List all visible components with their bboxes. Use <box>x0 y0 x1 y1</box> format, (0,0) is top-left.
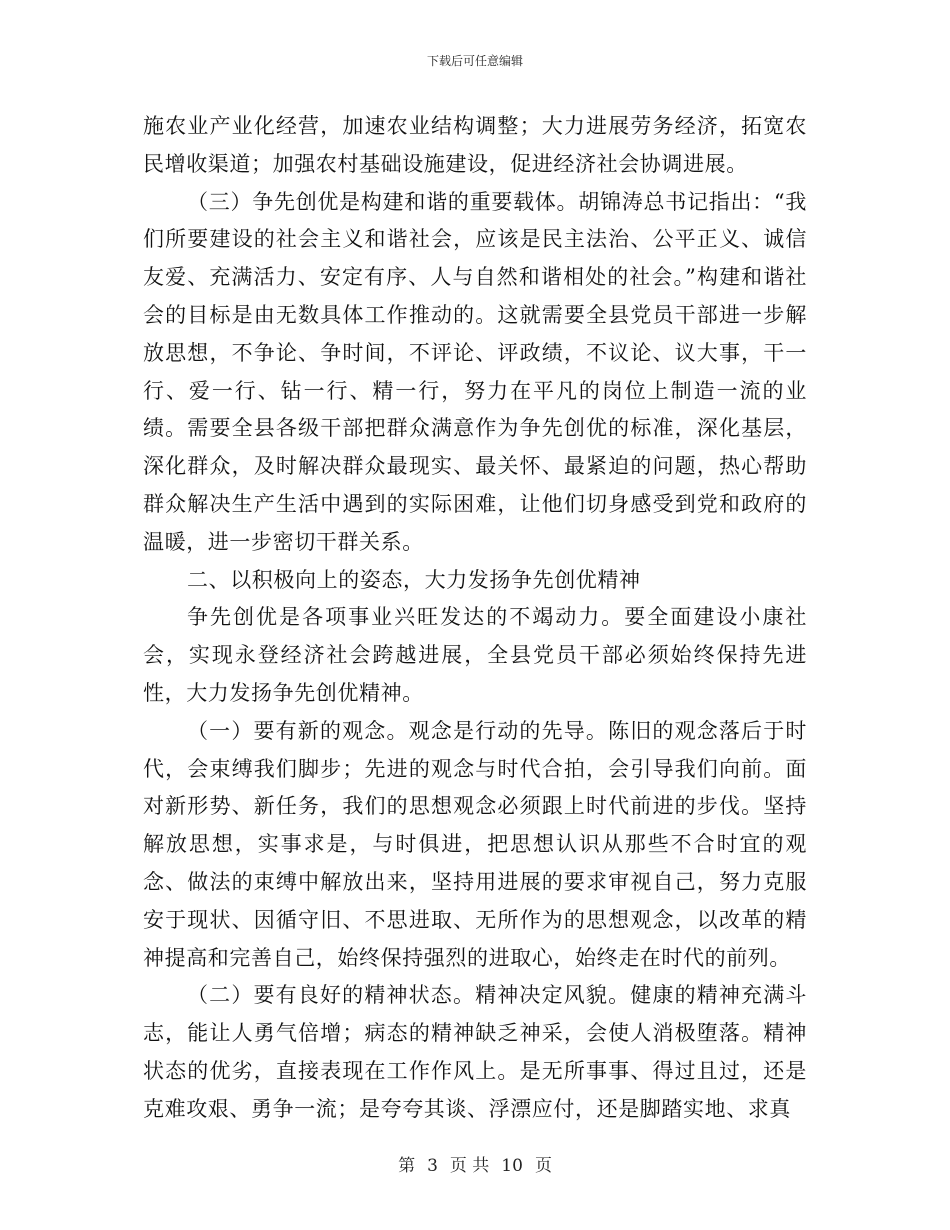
paragraph-new-concept: （一）要有新的观念。观念是行动的先导。陈旧的观念落后于时代，会束缚我们脚步；先进的观念与时代合拍，会引导我们向前。面对新形势、新任务，我们的思想观念必须跟上时代前进的步伐。坚持解放思想，实事求是，与时俱进，把思想认识从那些不合时宜的观念、做法的束缚中解放出来，坚持用进展的要求审视自己，努力克服安于现状、因循守旧、不思进取、无所作为的思想观念，以改革的精神提高和完善自己，始终保持强烈的进取心，始终走在时代的前列。 <box>143 718 807 970</box>
page-footer <box>0 1155 950 1177</box>
page-header-note: 下载后可任意编辑 <box>426 54 523 68</box>
footer-current-page: 3 <box>427 1156 438 1176</box>
paragraph-continuation: 施农业产业化经营，加速农业结构调整；大力进展劳务经济，拓宽农民增收渠道；加强农村基础设施建设，促进经济社会协调进展。 <box>143 114 807 176</box>
paragraph-intro: 争先创优是各项事业兴旺发达的不竭动力。要全面建设小康社会，实现永登经济社会跨越进展，全县党员干部必须始终保持先进性，大力发扬争先创优精神。 <box>143 605 807 705</box>
section-heading-two: 二、以积极向上的姿态，大力发扬争先创优精神 <box>187 567 641 592</box>
footer-suffix: 页 <box>534 1156 552 1176</box>
paragraph-section-three: （三）争先创优是构建和谐的重要载体。胡锦涛总书记指出：“我们所要建设的社会主义和谐社会，应该是民主法治、公平正义、诚信友爱、充满活力、安定有序、人与自然和谐相处的社会。”构建和谐社会的目标是由无数具体工作推动的。这就需要全县党员干部进一步解放思想，不争论、争时间，不评论、评政绩，不议论、议大事，干一行、爱一行、钻一行、精一行，努力在平凡的岗位上制造一流的业绩。需要全县各级干部把群众满意作为争先创优的标准，深化基层，深化群众，及时解决群众最现实、最关怀、最紧迫的问题，热心帮助群众解决生产生活中遇到的实际困难，让他们切身感受到党和政府的温暖，进一步密切干群关系。 <box>143 189 807 554</box>
footer-middle: 页 共 <box>449 1156 490 1176</box>
paragraph-spirit-state: （二）要有良好的精神状态。精神决定风貌。健康的精神充满斗志，能让人勇气倍增；病态的精神缺乏神采，会使人消极堕落。精神状态的优劣，直接表现在工作作风上。是无所事事、得过且过，还是克难攻艰、勇争一流；是夸夸其谈、浮漂应付，还是脚踏实地、求真 <box>143 983 807 1121</box>
footer-total-pages: 10 <box>501 1156 523 1176</box>
footer-prefix: 第 <box>398 1156 416 1176</box>
document-body <box>143 108 807 1129</box>
